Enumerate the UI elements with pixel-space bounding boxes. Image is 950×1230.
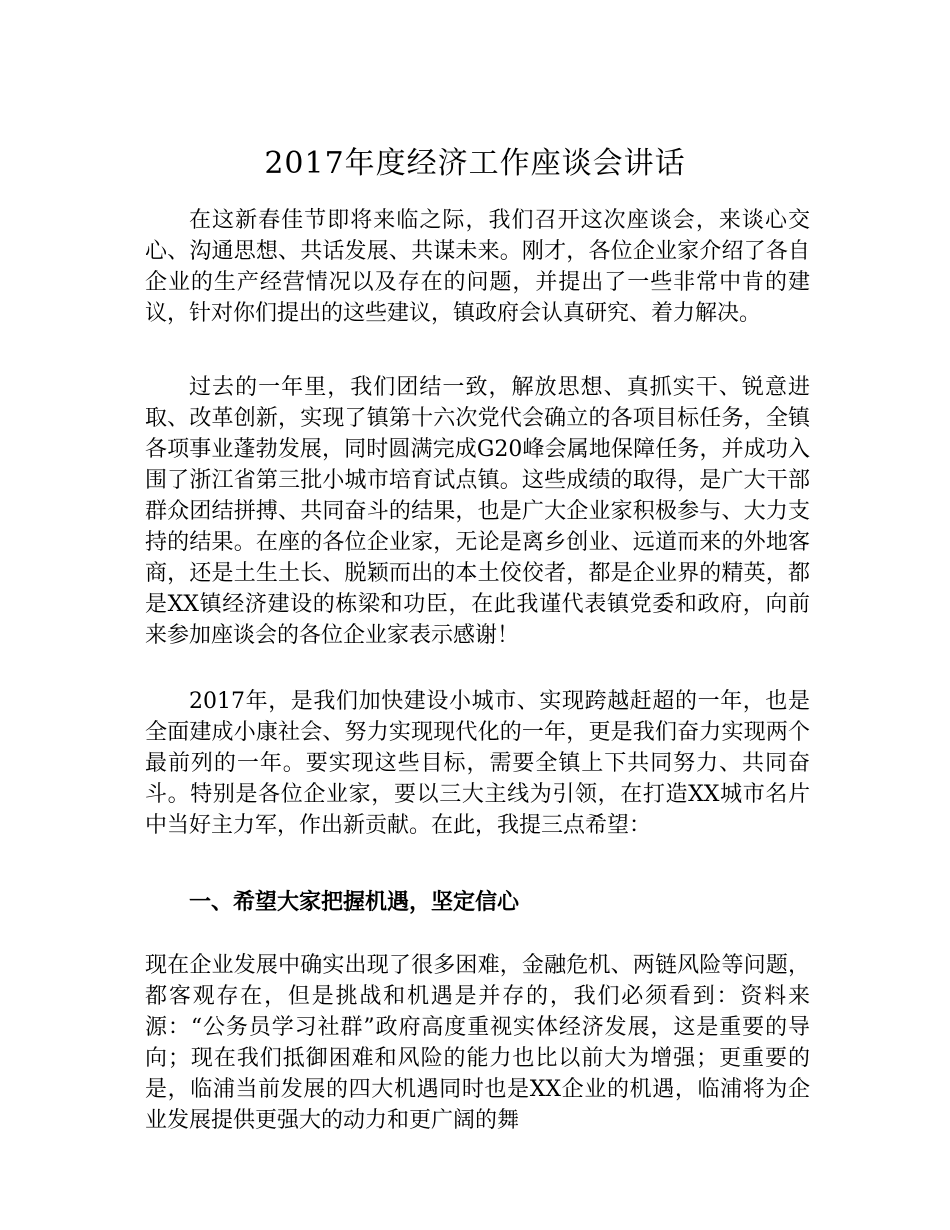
document-title: 2017年度经济工作座谈会讲话 (264, 146, 686, 181)
paragraph-2017-goals: 2017年，是我们加快建设小城市、实现跨越赶超的一年，也是全面建成小康社会、努力实现现代化的一年，更是我们奋力实现两个最前列的一年。要实现这些目标，需要全镇上下共同努力、共同奋斗。特别是各位企业家，要以三大主线为引领，在打造XX城市名片中当好主力军，作出新贡献。在此，我提三点希望： (145, 689, 810, 838)
section-paragraph: 现在企业发展中确实出现了很多困难，金融危机、两链风险等问题，都客观存在，但是挑战和机遇是并存的，我们必须看到：资料来源：“公务员学习社群”政府高度重视实体经济发展，这是重要的导向；现在我们抵御困难和风险的能力也比以前大为增强；更重要的是，临浦当前发展的四大机遇同时也是XX企业的机遇，临浦将为企业发展提供更强大的动力和更广阔的舞 (145, 953, 810, 1133)
paragraph-opening: 在这新春佳节即将来临之际，我们召开这次座谈会，来谈心交心、沟通思想、共话发展、共谋未来。刚才，各位企业家介绍了各自企业的生产经营情况以及存在的问题，并提出了一些非常中肯的建议，针对你们提出的这些建议，镇政府会认真研究、着力解决。 (145, 208, 810, 326)
paragraph-review: 过去的一年里，我们团结一致，解放思想、真抓实干、锐意进取、改革创新，实现了镇第十六次党代会确立的各项目标任务，全镇各项事业蓬勃发展，同时圆满完成G20峰会属地保障任务，并成功入围了浙江省第三批小城市培育试点镇。这些成绩的取得，是广大干部群众团结拼搏、共同奋斗的结果，也是广大企业家积极参与、大力支持的结果。在座的各位企业家，无论是离乡创业、远道而来的外地客商，还是土生土长、脱颖而出的本土佼佼者，都是企业界的精英，都是XX镇经济建设的栋梁和功臣，在此我谨代表镇党委和政府，向前来参加座谈会的各位企业家表示感谢！ (145, 375, 810, 648)
section-heading: 一、希望大家把握机遇，坚定信心 (189, 890, 520, 915)
